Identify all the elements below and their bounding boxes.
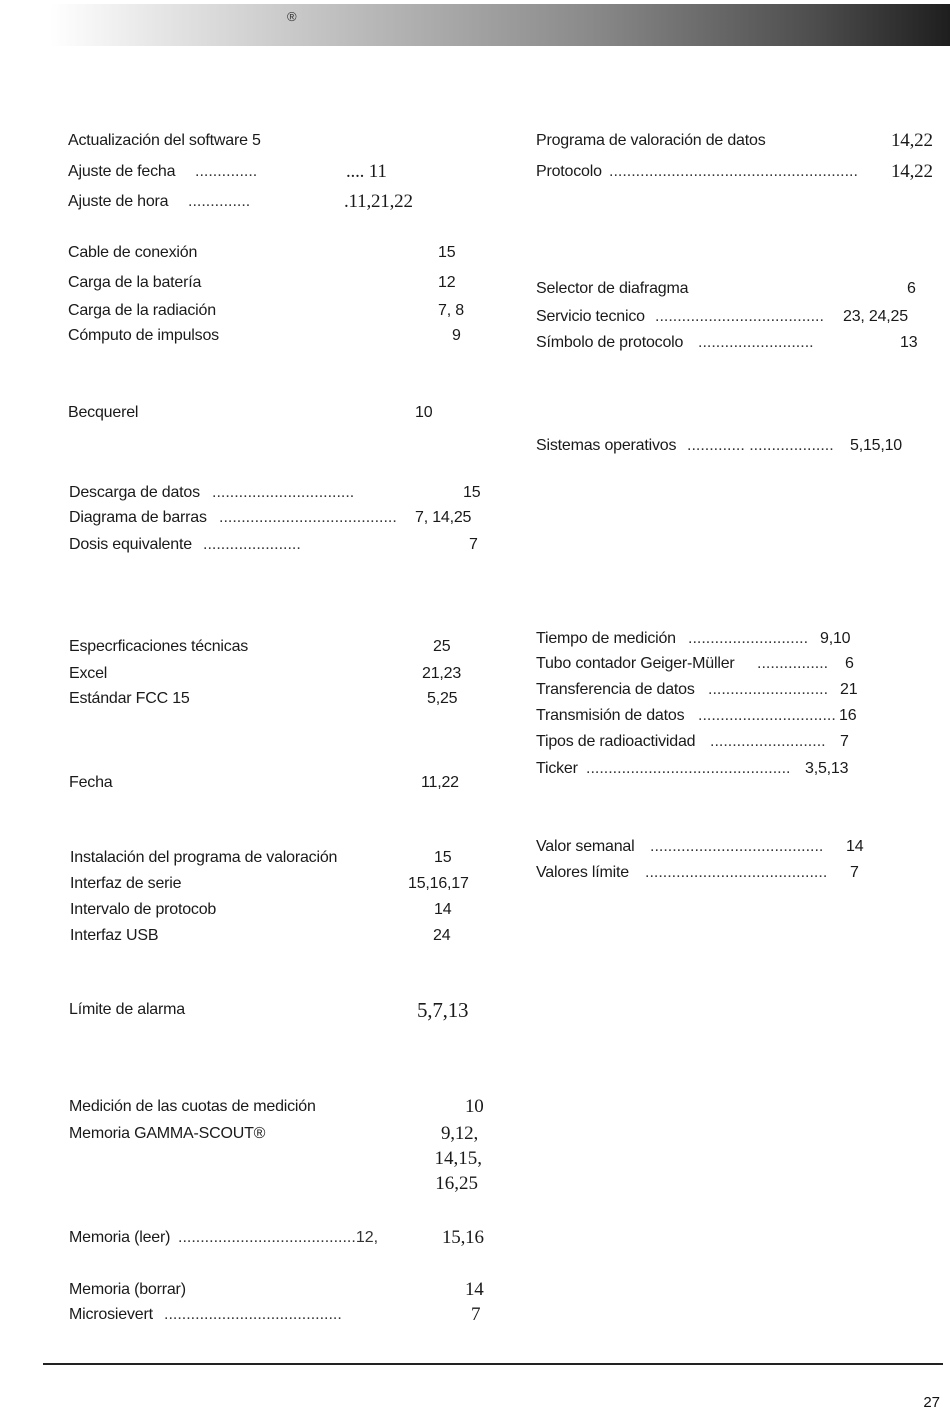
entry-pages: 15,16,17	[408, 875, 469, 892]
entry-label: Sistemas operativos	[536, 437, 677, 454]
index-entry	[70, 924, 490, 948]
index-entry	[536, 652, 940, 676]
entry-pages: 12	[438, 274, 456, 291]
index-entry	[68, 299, 488, 323]
entry-label: Especrficaciones técnicas	[69, 638, 249, 655]
index-entry	[70, 872, 490, 896]
header-gradient-bar	[50, 4, 950, 46]
entry-pages: 3,5,13	[805, 760, 849, 777]
entry-label: Servicio tecnico	[536, 308, 645, 325]
entry-pages: 7	[469, 536, 478, 553]
entry-label: Becquerel	[68, 404, 139, 421]
entry-pages: 21	[840, 681, 858, 698]
entry-pages: 9,10	[820, 630, 851, 647]
index-entry	[68, 190, 488, 214]
entry-pages: 7, 14,25	[415, 509, 472, 526]
entry-label: Programa de valoración de datos	[536, 132, 766, 149]
entry-pages: 9	[452, 327, 461, 344]
entry-pages: 16	[839, 707, 857, 724]
entry-label: Cómputo de impulsos	[68, 327, 219, 344]
entry-pages: .11,21,22	[344, 191, 413, 212]
entry-pages: 7	[471, 1304, 481, 1325]
entry-pages: 14	[465, 1279, 484, 1300]
entry-label: Carga de la radiación	[68, 302, 216, 319]
entry-label: Excel	[69, 665, 108, 682]
index-entry	[69, 1278, 489, 1302]
entry-pages: 5,25	[427, 690, 458, 707]
entry-label: Instalación del programa de valoración	[70, 849, 338, 866]
index-entry	[70, 846, 490, 870]
entry-label: Interfaz USB	[70, 927, 159, 944]
entry-label: Protocolo	[536, 163, 602, 180]
entry-label: Tiempo de medición	[536, 630, 676, 647]
entry-leader: ..............	[188, 193, 251, 210]
entry-pages: 6	[845, 655, 854, 672]
entry-label: Intervalo de protocob	[70, 901, 217, 918]
entry-label: Microsievert	[69, 1306, 153, 1323]
index-entry	[69, 635, 489, 659]
index-entry	[69, 687, 489, 711]
entry-pages: 15	[463, 484, 481, 501]
entry-leader: ..............................................	[586, 760, 791, 777]
entry-leader: ......................................	[655, 308, 824, 325]
entry-label: Medición de las cuotas de medición	[69, 1098, 316, 1115]
index-entry	[69, 998, 489, 1022]
index-entry	[536, 277, 940, 301]
entry-label: Símbolo de protocolo	[536, 334, 684, 351]
entry-leader: ..........................	[710, 733, 826, 750]
entry-leader: ........................................12,	[178, 1229, 379, 1246]
index-entry	[69, 506, 489, 530]
entry-pages: 15	[438, 244, 456, 261]
entry-label: Carga de la batería	[68, 274, 202, 291]
index-entry	[536, 704, 940, 728]
entry-pages: 10	[465, 1096, 484, 1117]
page-number: 27	[923, 1394, 940, 1411]
entry-label: Selector de diafragma	[536, 280, 689, 297]
index-entry	[536, 129, 940, 153]
entry-label: Memoria (borrar)	[69, 1281, 186, 1298]
index-entry	[536, 160, 940, 184]
entry-leader: ......................	[203, 536, 301, 553]
index-entry	[69, 771, 489, 795]
index-entry	[69, 533, 489, 557]
entry-pages: 10	[415, 404, 433, 421]
entry-leader: .........................................	[645, 864, 828, 881]
entry-leader: ........................................	[219, 509, 397, 526]
index-entry	[68, 401, 488, 425]
index-entry	[536, 861, 940, 885]
entry-leader: ........................................................	[609, 163, 858, 180]
entry-pages: 7	[850, 864, 859, 881]
entry-label: Dosis equivalente	[69, 536, 192, 553]
pages-continuation: 16,25	[435, 1173, 478, 1194]
entry-leader: ................................	[212, 484, 355, 501]
index-entry	[68, 160, 488, 184]
entry-label: Ajuste de fecha	[68, 163, 176, 180]
entry-pages: 9,12,	[441, 1123, 479, 1144]
entry-label: Actualización del software 5	[68, 132, 261, 149]
index-entry	[69, 1122, 489, 1146]
index-entry	[69, 1226, 489, 1250]
entry-leader: ............. ...................	[687, 437, 834, 454]
entry-pages: 7, 8	[438, 302, 464, 319]
index-entry	[68, 241, 488, 265]
entry-pages: 14	[434, 901, 452, 918]
entry-label: Valor semanal	[536, 838, 635, 855]
entry-leader: ................	[757, 655, 829, 672]
entry-pages: 24	[433, 927, 451, 944]
index-entry	[69, 1303, 489, 1327]
entry-label: Valores límite	[536, 864, 629, 881]
entry-label: Tipos de radioactividad	[536, 733, 696, 750]
entry-label: Ajuste de hora	[68, 193, 169, 210]
entry-label: Memoria (leer)	[69, 1229, 171, 1246]
entry-pages: 15	[434, 849, 452, 866]
entry-pages: 14,22	[891, 161, 933, 182]
entry-leader: ........................................	[164, 1306, 342, 1323]
index-entry	[69, 1095, 489, 1119]
footer-rule	[43, 1363, 943, 1365]
entry-leader: .......................................	[650, 838, 824, 855]
entry-pages: 14	[846, 838, 864, 855]
registered-mark: ®	[287, 9, 297, 24]
index-entry	[536, 434, 940, 458]
entry-label: Estándar FCC 15	[69, 690, 190, 707]
index-entry	[536, 305, 940, 329]
entry-pages: 11,22	[421, 774, 459, 791]
entry-label: Fecha	[69, 774, 113, 791]
entry-pages: 21,23	[422, 665, 462, 682]
entry-pages: 5,7,13	[417, 998, 469, 1022]
entry-leader: ...............................	[698, 707, 836, 724]
entry-label: Tubo contador Geiger-Müller	[536, 655, 735, 672]
entry-pages: 6	[907, 280, 916, 297]
index-entry	[68, 324, 488, 348]
pages-continuation: 14,15,	[434, 1148, 482, 1169]
index-entry	[536, 678, 940, 702]
index-entry	[68, 271, 488, 295]
entry-leader: ...........................	[688, 630, 809, 647]
entry-pages: 13	[900, 334, 918, 351]
index-entry	[536, 627, 940, 651]
entry-leader: ..........................	[698, 334, 814, 351]
entry-label: Transferencia de datos	[536, 681, 695, 698]
index-entry	[70, 898, 490, 922]
entry-pages: 14,22	[891, 130, 933, 151]
entry-pages: 15,16	[442, 1227, 484, 1248]
entry-pages: 25	[433, 638, 451, 655]
entry-label: Transmisión de datos	[536, 707, 685, 724]
entry-pages: .... 11	[346, 161, 387, 182]
index-entry	[536, 757, 940, 781]
entry-label: Ticker	[536, 760, 578, 777]
entry-pages: 7	[840, 733, 849, 750]
entry-label: Memoria GAMMA-SCOUT®	[69, 1125, 266, 1142]
entry-pages: 23, 24,25	[843, 308, 908, 325]
entry-label: Descarga de datos	[69, 484, 200, 501]
entry-pages: 5,15,10	[850, 437, 902, 454]
index-entry	[536, 331, 940, 355]
index-entry	[536, 835, 940, 859]
index-entry	[536, 730, 940, 754]
index-entry	[69, 481, 489, 505]
index-entry	[68, 129, 488, 153]
entry-leader: ..............	[195, 163, 258, 180]
entry-label: Cable de conexión	[68, 244, 198, 261]
index-entry	[69, 662, 489, 686]
entry-label: Límite de alarma	[69, 1001, 185, 1018]
entry-label: Interfaz de serie	[70, 875, 182, 892]
entry-leader: ...........................	[708, 681, 829, 698]
entry-label: Diagrama de barras	[69, 509, 207, 526]
